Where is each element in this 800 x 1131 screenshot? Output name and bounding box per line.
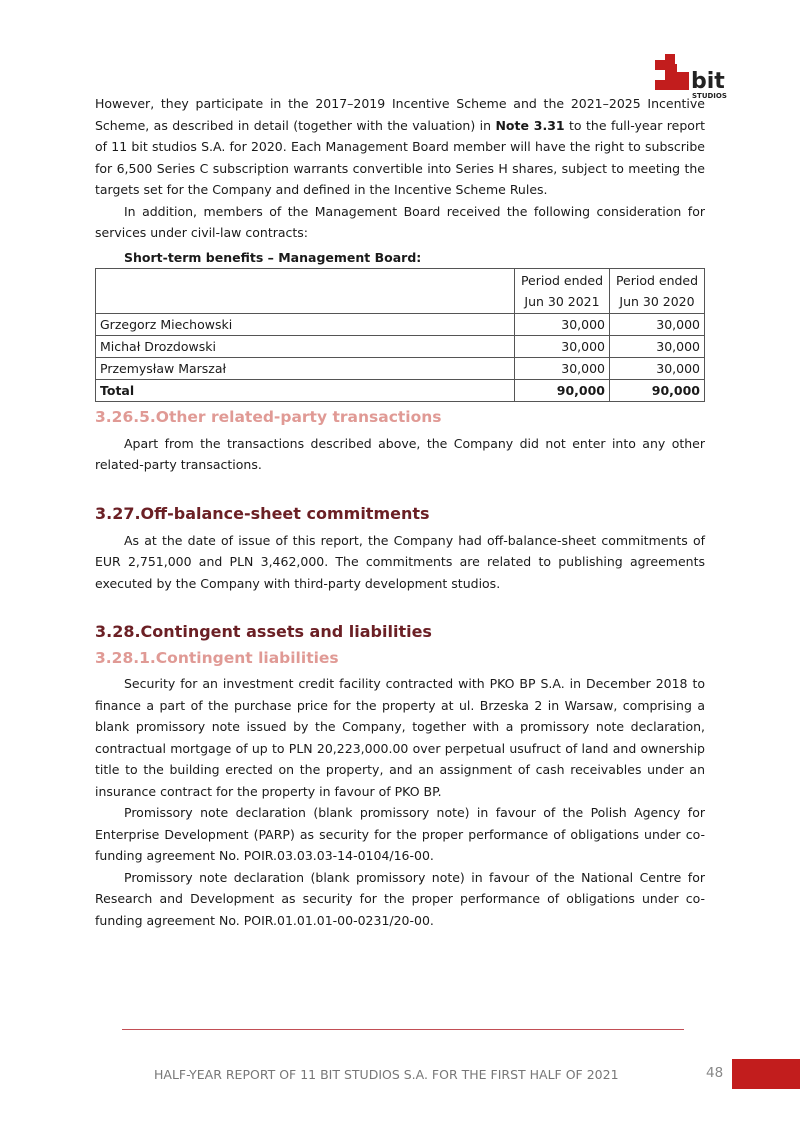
footer-title: HALF-YEAR REPORT OF 11 BIT STUDIOS S.A. FOR THE FIRST HALF OF 2021: [154, 1067, 619, 1082]
benefits-table: [95, 268, 705, 402]
page-number: 48: [706, 1065, 724, 1081]
header-2020: Period ended Jun 30 2020: [610, 268, 705, 313]
table-caption: Short-term benefits – Management Board:: [124, 249, 422, 265]
heading-3-27: 3.27.Off-balance-sheet commitments: [95, 503, 430, 523]
logo-subtext: STUDIOS: [692, 92, 727, 100]
table-total-row: [96, 379, 705, 401]
table-row: [96, 357, 705, 379]
page-content: [95, 93, 705, 931]
row-name: Przemysław Marszał: [96, 357, 515, 379]
table-row: [96, 313, 705, 335]
row-value-2021: 30,000: [515, 357, 610, 379]
paragraph-credit-security: Security for an investment credit facility contracted with PKO BP S.A. in December 2018 to finance a part of the purchase price for the property at ul. Brzeska 2 in Warsaw, comprising a blank promissory note issued by the Company, together with a promissory note declaration, contractual mortgage of up to PLN 20,223,000.00 over perpetual usufruct of land and ownership title to the building erected on the property, and an assignment of cash receivables under an insurance contract for the property in favour of PKO BP.: [95, 676, 705, 799]
header-2021: Period ended Jun 30 2021: [515, 268, 610, 313]
paragraph-civil-law: In addition, members of the Management Board received the following consideration for services under civil-law contracts:: [95, 203, 705, 240]
paragraph-incentive: However, they participate in the 2017–2019 Incentive Scheme and the 2021–2025 Incentive Scheme, as described in detail (together with the valuation) in Note 3.31 to the full-year report of 11 bit studios S.A. for 2020. Each Management Board member will have the right to subscribe for 6,500 Series C subscription warrants convertible into Series H shares, subject to meeting the targets set for the Company and defined in the Incentive Scheme Rules.: [95, 96, 705, 197]
total-label: Total: [96, 379, 515, 401]
paragraph-related-party: Apart from the transactions described above, the Company did not enter into any other related-party transactions.: [95, 435, 705, 472]
header-blank: [96, 268, 515, 313]
row-value-2021: 30,000: [515, 313, 610, 335]
row-name: Grzegorz Miechowski: [96, 313, 515, 335]
total-2020: 90,000: [610, 379, 705, 401]
row-value-2021: 30,000: [515, 335, 610, 357]
paragraph-ncbr: Promissory note declaration (blank promissory note) in favour of the National Centre for Research and Development as security for the proper performance of obligations under co-funding agreement No. POIR.01.01.01-00-0231/20-00.: [95, 869, 705, 928]
footer-accent-block: [732, 1059, 800, 1089]
row-value-2020: 30,000: [610, 335, 705, 357]
heading-3-28-1: 3.28.1.Contingent liabilities: [95, 649, 339, 667]
total-2021: 90,000: [515, 379, 610, 401]
table-row: [96, 335, 705, 357]
table-header-row: [96, 268, 705, 313]
row-value-2020: 30,000: [610, 357, 705, 379]
heading-3-26-5: 3.26.5.Other related-party transactions: [95, 407, 442, 426]
footer-divider: [122, 1029, 684, 1030]
heading-3-28: 3.28.Contingent assets and liabilities: [95, 622, 432, 641]
paragraph-off-balance: As at the date of issue of this report, the Company had off-balance-sheet commitments of EUR 2,751,000 and PLN 3,462,000. The commitments are related to publishing agreements executed by the Company with third-party development studios.: [95, 532, 705, 591]
row-name: Michał Drozdowski: [96, 335, 515, 357]
paragraph-parp: Promissory note declaration (blank promissory note) in favour of the Polish Agency for Enterprise Development (PARP) as security for the proper performance of obligations under co-funding agreement No. POIR.03.03.03-14-0104/16-00.: [95, 805, 705, 863]
note-reference: Note 3.31: [495, 117, 565, 133]
row-value-2020: 30,000: [610, 313, 705, 335]
logo-text: bit: [691, 69, 725, 94]
